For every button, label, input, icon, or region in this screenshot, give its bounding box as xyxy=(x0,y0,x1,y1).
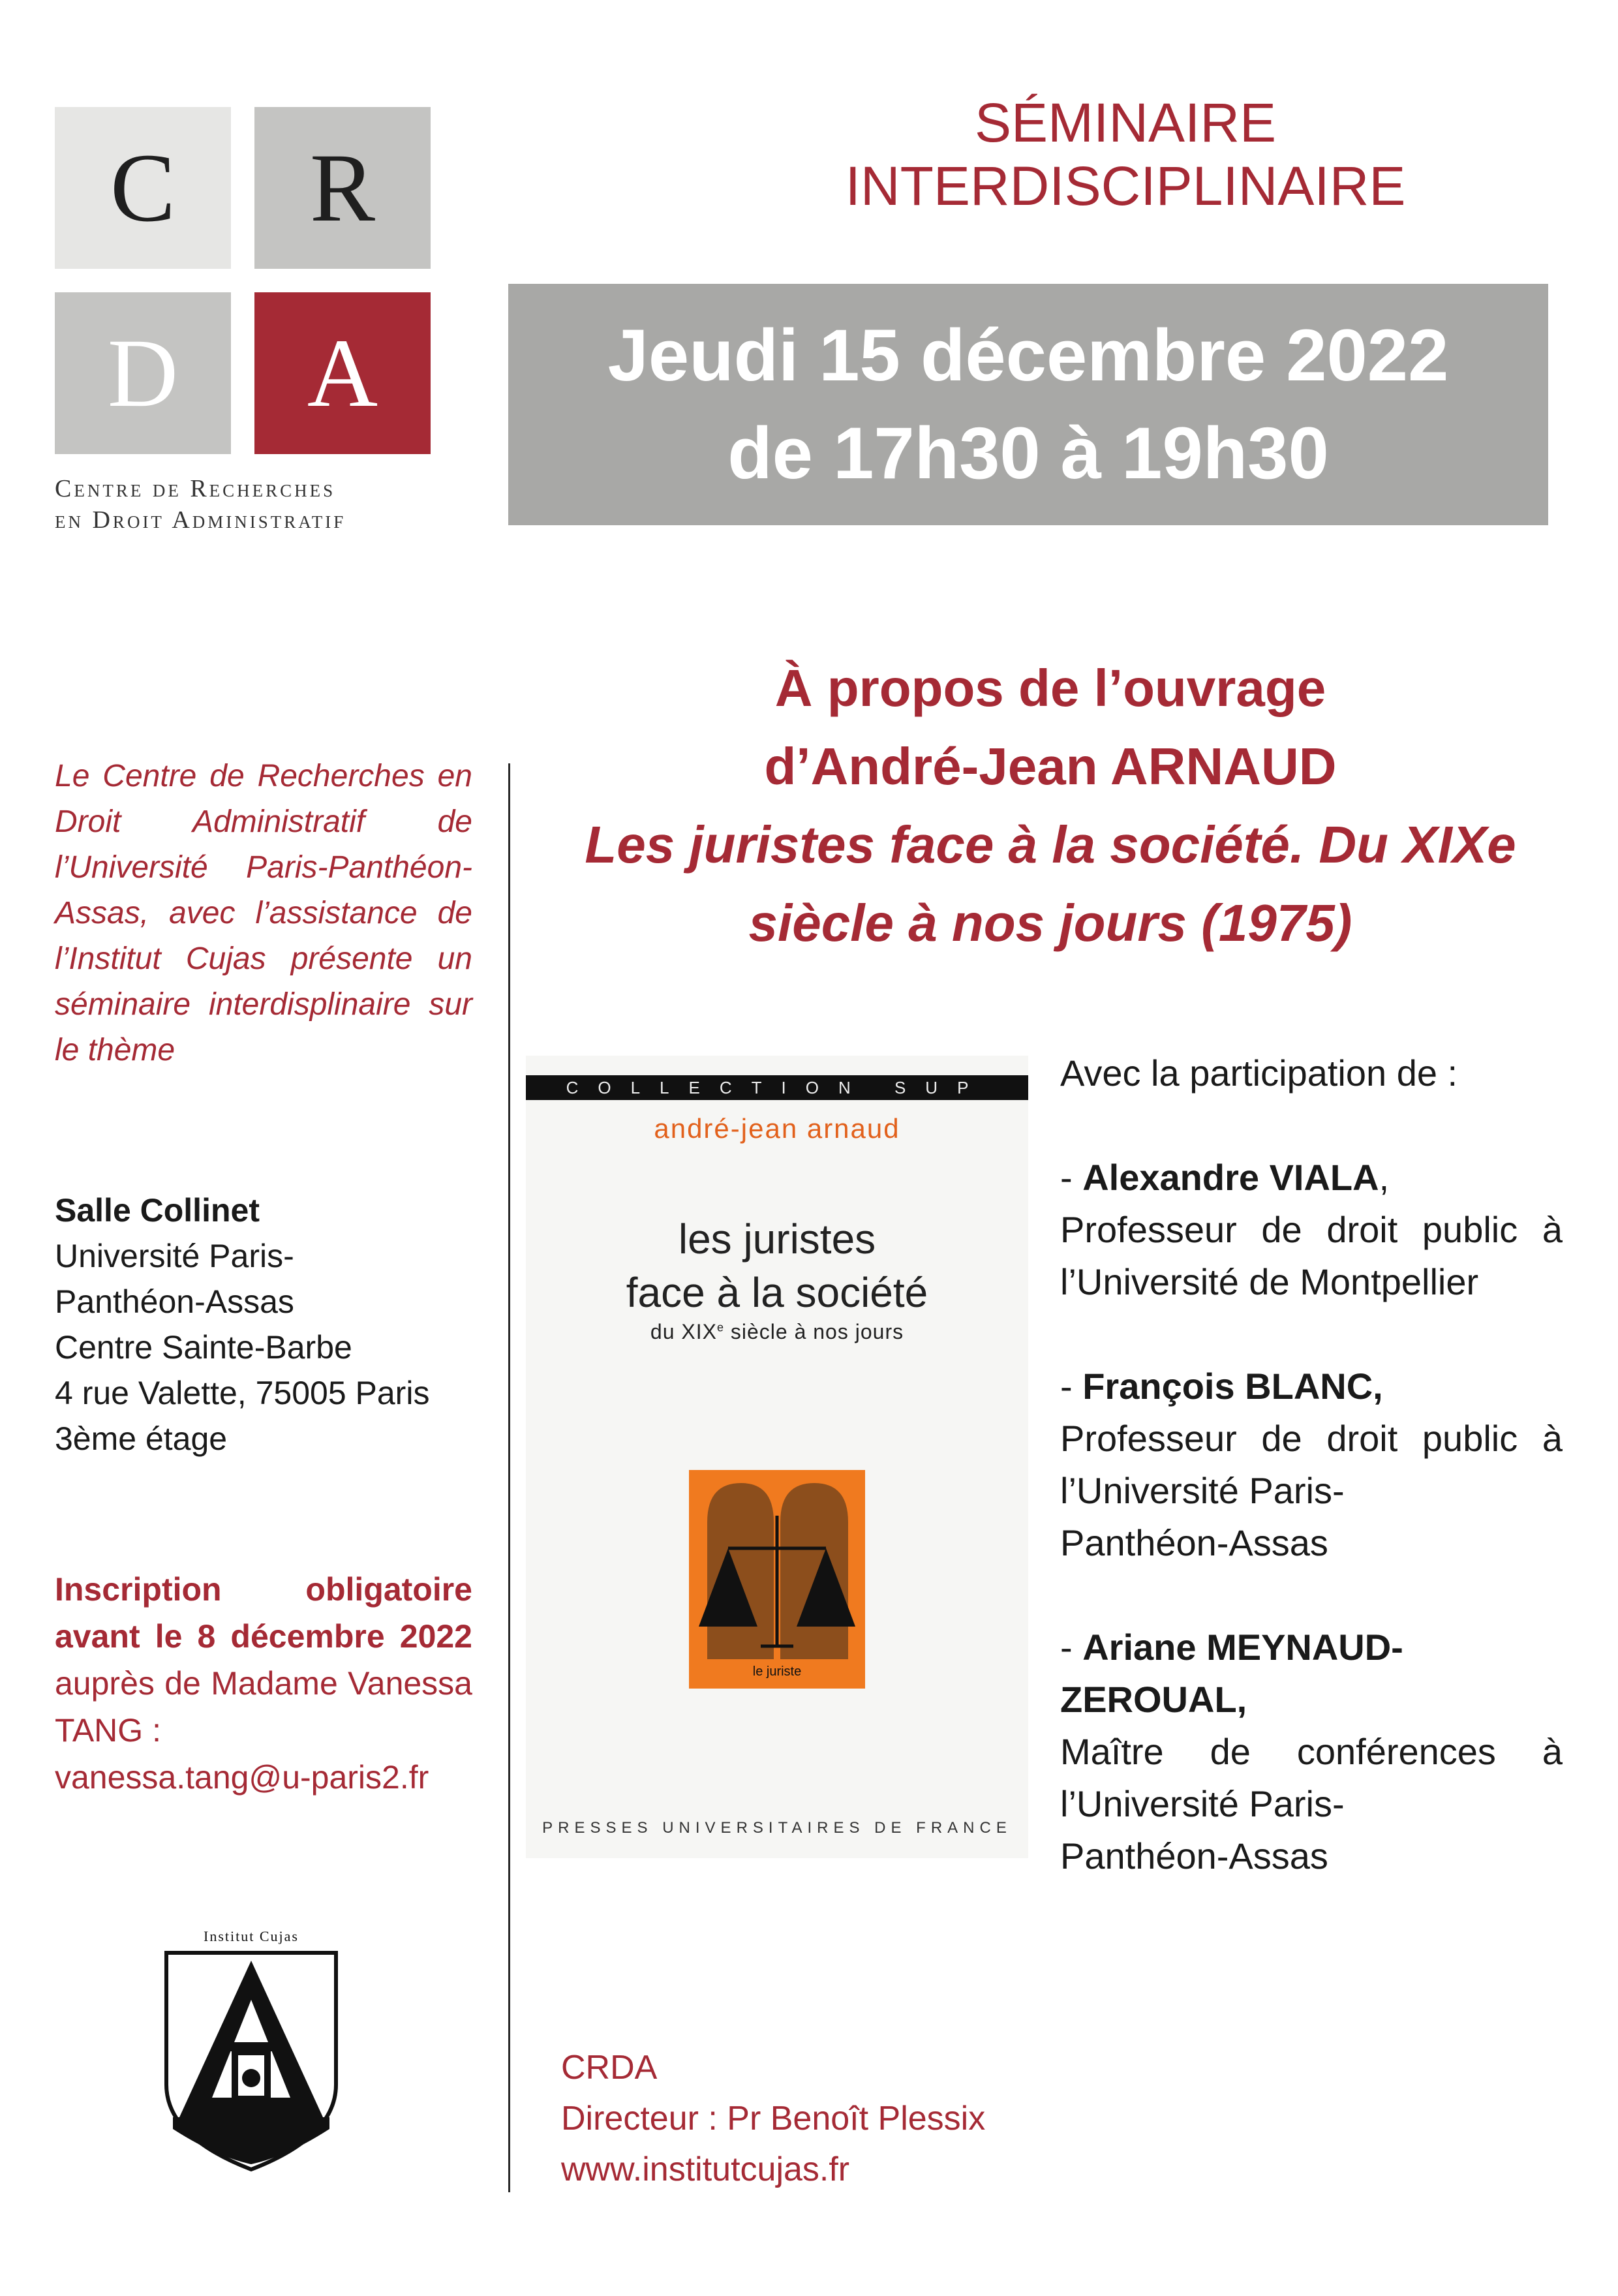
cover-illustration xyxy=(689,1470,865,1689)
logo-tile-r xyxy=(254,107,431,269)
logo-caption xyxy=(55,473,433,536)
logo-letter-d: D xyxy=(107,319,179,427)
book-heading-title-cont: siècle à nos jours (1975) xyxy=(748,894,1352,952)
participant-role: Panthéon-Assas xyxy=(1060,1835,1328,1876)
participant-role: Professeur de droit public à xyxy=(1060,1209,1563,1250)
date-line: Jeudi 15 décembre 2022 xyxy=(607,314,1449,396)
scales-of-justice-icon xyxy=(689,1470,865,1689)
footer-director: Directeur : Pr Benoît Plessix xyxy=(561,2100,986,2137)
book-cover xyxy=(526,1056,1028,1858)
cover-publisher: PRESSES UNIVERSITAIRES DE FRANCE xyxy=(542,1819,1012,1837)
institut-cujas-crest xyxy=(157,1921,346,2176)
footer-website[interactable]: www.institutcujas.fr xyxy=(561,2151,850,2188)
cover-title xyxy=(526,1212,1028,1319)
participant-name: Alexandre VIALA xyxy=(1082,1157,1379,1198)
footer xyxy=(561,2042,1148,2195)
institut-cujas-crest-icon xyxy=(157,1921,346,2176)
inscription-contact: auprès de Madame Vanessa TANG : xyxy=(55,1665,472,1749)
cover-title-line2: face à la société xyxy=(626,1269,928,1316)
logo-caption-line1: Centre de Recherches xyxy=(55,475,336,502)
inscription-deadline: Inscription obligatoire avant le 8 décembre 2022 xyxy=(55,1571,472,1655)
cover-subtitle-sup: e xyxy=(716,1321,724,1334)
venue-address: 4 rue Valette, 75005 Paris xyxy=(55,1375,430,1411)
logo-letter-c: C xyxy=(110,134,176,242)
participants-heading: Avec la participation de : xyxy=(1060,1052,1458,1094)
participant-role: l’Université Paris- xyxy=(1060,1470,1345,1511)
cover-subtitle xyxy=(526,1320,1028,1344)
seminar-title: SÉMINAIRE INTERDISCIPLINAIRE xyxy=(845,92,1406,217)
participant-dash: - xyxy=(1060,1627,1083,1668)
inscription-email[interactable]: vanessa.tang@u-paris2.fr xyxy=(55,1759,429,1796)
participant-viala xyxy=(1060,1152,1563,1204)
participant-meynaud xyxy=(1060,1621,1563,1726)
participant-role: Professeur de droit public à xyxy=(1060,1418,1563,1459)
intro-text: Le Centre de Recherches en Droit Administratif de l’Université Paris-Panthéon-Assas, avec l’assistance de l’Institut Cujas présente un séminaire interdisplinaire sur le thème xyxy=(55,759,472,1067)
crest-label: Institut Cujas xyxy=(204,1928,299,1944)
book-heading xyxy=(522,649,1579,962)
time-line: de 17h30 à 19h30 xyxy=(727,412,1329,494)
participant-blanc xyxy=(1060,1360,1563,1413)
participant-role: Maître de conférences à xyxy=(1060,1731,1563,1772)
logo-tile-c xyxy=(55,107,231,269)
cover-subtitle-post: siècle à nos jours xyxy=(724,1320,904,1343)
venue-line: Centre Sainte-Barbe xyxy=(55,1329,352,1366)
participant-suffix: , xyxy=(1379,1157,1390,1198)
venue-floor: 3ème étage xyxy=(55,1420,228,1457)
participant-name: François BLANC, xyxy=(1082,1366,1383,1407)
book-heading-line1: À propos de l’ouvrage xyxy=(774,659,1326,717)
book-heading-author: d’André-Jean ARNAUD xyxy=(764,737,1337,795)
cover-author: andré-jean arnaud xyxy=(654,1113,900,1144)
logo-letter-r: R xyxy=(309,134,376,242)
participant-role: Panthéon-Assas xyxy=(1060,1522,1328,1563)
book-heading-title: Les juristes face à la société. Du XIXe xyxy=(585,816,1516,874)
venue-block xyxy=(55,1187,472,1462)
cover-collection: COLLECTION SUP xyxy=(526,1075,1028,1100)
participant-dash: - xyxy=(1060,1366,1083,1407)
logo-letter-a: A xyxy=(307,319,378,427)
inscription-block xyxy=(55,1566,472,1801)
participant-name: Ariane MEYNAUD-ZEROUAL, xyxy=(1060,1627,1403,1720)
date-box xyxy=(508,284,1548,525)
cover-illustration-caption: le juriste xyxy=(752,1664,802,1679)
cover-title-line1: les juristes xyxy=(678,1216,876,1263)
logo-caption-line2: en Droit Administratif xyxy=(55,506,346,534)
participant-role: l’Université Paris- xyxy=(1060,1783,1345,1824)
logo-tile-d xyxy=(55,292,231,454)
logo-tile-a xyxy=(254,292,431,454)
venue-name: Salle Collinet xyxy=(55,1192,260,1229)
column-divider xyxy=(508,763,510,2192)
participants xyxy=(1060,1047,1563,1882)
venue-line: Panthéon-Assas xyxy=(55,1283,294,1320)
cover-subtitle-pre: du XIX xyxy=(650,1320,717,1343)
footer-org: CRDA xyxy=(561,2049,658,2087)
venue-line: Université Paris- xyxy=(55,1238,294,1274)
participant-dash: - xyxy=(1060,1157,1083,1198)
participant-role: l’Université de Montpellier xyxy=(1060,1261,1479,1302)
